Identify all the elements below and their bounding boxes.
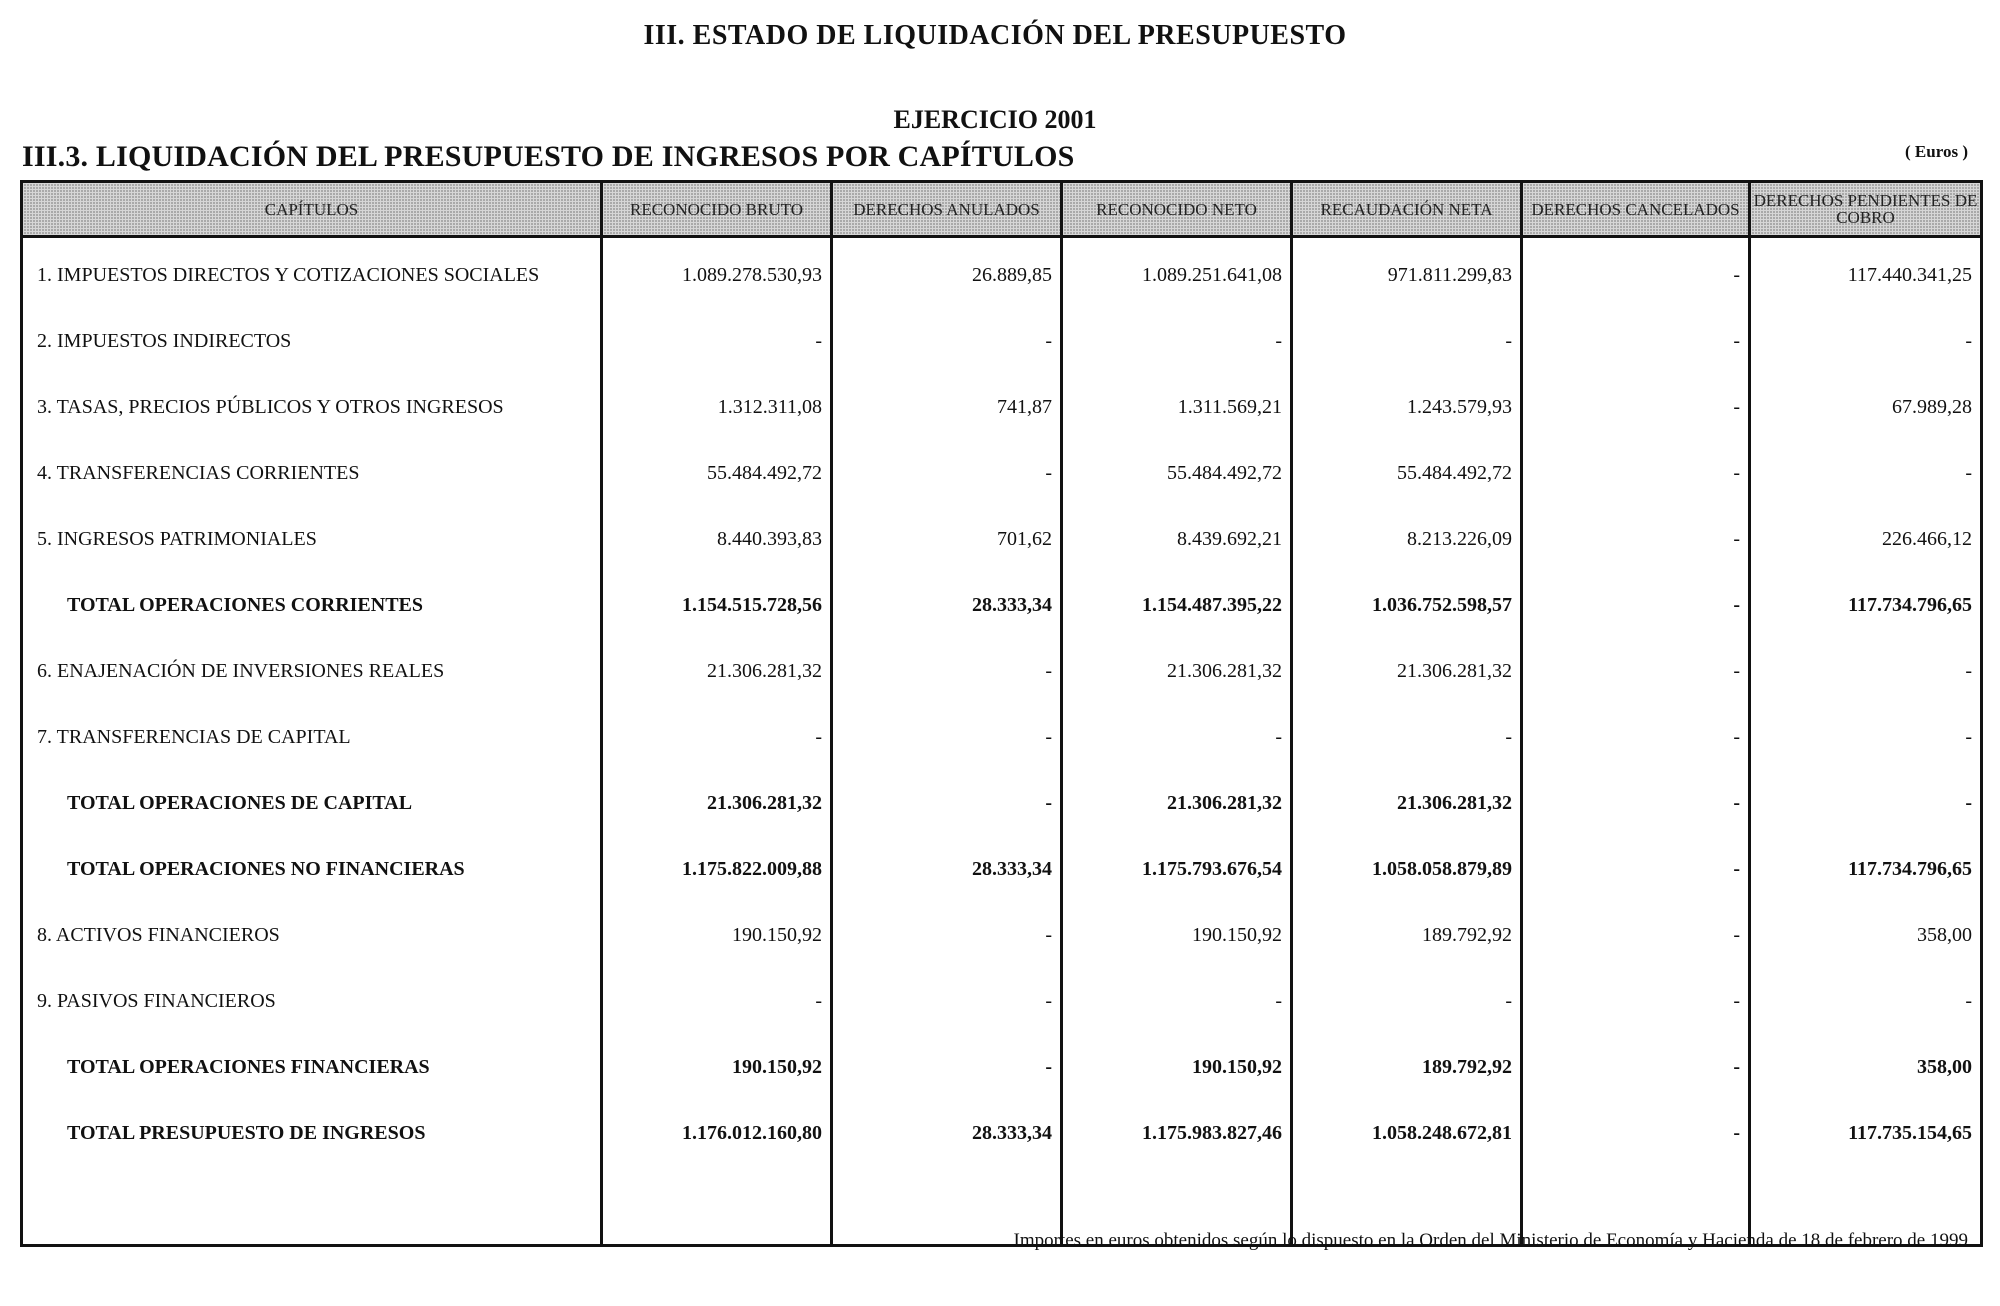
cell-derechos-cancelados: - bbox=[1522, 506, 1750, 572]
cell-reconocido-bruto: - bbox=[602, 704, 832, 770]
cell-reconocido-bruto: 55.484.492,72 bbox=[602, 440, 832, 506]
col-header-reconocido-bruto: RECONOCIDO BRUTO bbox=[602, 182, 832, 237]
grand-total-row bbox=[22, 1100, 1982, 1166]
footnote: Importes en euros obtenidos según lo dispuesto en la Orden del Ministerio de Economía y Hacienda de 18 de febrero de 1999 bbox=[1013, 1230, 1968, 1251]
cell-recaudacion-neta: 971.811.299,83 bbox=[1292, 237, 1522, 309]
cell-derechos-anulados: 741,87 bbox=[832, 374, 1062, 440]
row-label: 9. PASIVOS FINANCIEROS bbox=[22, 968, 602, 1034]
cell-derechos-anulados: 28.333,34 bbox=[832, 836, 1062, 902]
table-row bbox=[22, 902, 1982, 968]
cell-derechos-anulados: - bbox=[832, 1034, 1062, 1100]
cell-derechos-pendientes: - bbox=[1750, 770, 1982, 836]
total-row bbox=[22, 836, 1982, 902]
main-title: III. ESTADO DE LIQUIDACIÓN DEL PRESUPUESTO bbox=[643, 20, 1347, 51]
cell-reconocido-neto: 8.439.692,21 bbox=[1062, 506, 1292, 572]
cell-reconocido-bruto: 1.175.822.009,88 bbox=[602, 836, 832, 902]
cell-reconocido-neto: 1.175.793.676,54 bbox=[1062, 836, 1292, 902]
cell-derechos-anulados: 701,62 bbox=[832, 506, 1062, 572]
cell-reconocido-bruto: - bbox=[602, 968, 832, 1034]
cell-derechos-cancelados: - bbox=[1522, 237, 1750, 309]
cell-derechos-cancelados: - bbox=[1522, 1034, 1750, 1100]
table-row bbox=[22, 704, 1982, 770]
row-label: 3. TASAS, PRECIOS PÚBLICOS Y OTROS INGRESOS bbox=[22, 374, 602, 440]
cell-derechos-anulados: - bbox=[832, 968, 1062, 1034]
col-header-reconocido-neto: RECONOCIDO NETO bbox=[1062, 182, 1292, 237]
cell-derechos-cancelados: - bbox=[1522, 374, 1750, 440]
col-header-recaudacion-neta: RECAUDACIÓN NETA bbox=[1292, 182, 1522, 237]
units-label: ( Euros ) bbox=[1905, 142, 1968, 161]
cell-derechos-anulados: 26.889,85 bbox=[832, 237, 1062, 309]
cell-recaudacion-neta: 189.792,92 bbox=[1292, 902, 1522, 968]
cell-derechos-pendientes: 358,00 bbox=[1750, 1034, 1982, 1100]
col-header-derechos-anulados: DERECHOS ANULADOS bbox=[832, 182, 1062, 237]
cell-reconocido-bruto: - bbox=[602, 308, 832, 374]
cell-derechos-anulados: - bbox=[832, 902, 1062, 968]
cell-reconocido-bruto: 1.154.515.728,56 bbox=[602, 572, 832, 638]
cell-reconocido-neto: 1.089.251.641,08 bbox=[1062, 237, 1292, 309]
cell-reconocido-neto: - bbox=[1062, 308, 1292, 374]
section-title: III.3. LIQUIDACIÓN DEL PRESUPUESTO DE INGRESOS POR CAPÍTULOS bbox=[22, 140, 1075, 173]
cell-derechos-pendientes: - bbox=[1750, 308, 1982, 374]
cell-derechos-pendientes: 117.734.796,65 bbox=[1750, 572, 1982, 638]
cell-derechos-cancelados: - bbox=[1522, 836, 1750, 902]
row-label: TOTAL PRESUPUESTO DE INGRESOS bbox=[22, 1100, 602, 1166]
table-row bbox=[22, 237, 1982, 309]
cell-reconocido-bruto: 1.089.278.530,93 bbox=[602, 237, 832, 309]
cell-derechos-pendientes: 226.466,12 bbox=[1750, 506, 1982, 572]
cell-derechos-cancelados: - bbox=[1522, 440, 1750, 506]
table-row bbox=[22, 440, 1982, 506]
filler-cell bbox=[602, 1166, 832, 1246]
cell-derechos-cancelados: - bbox=[1522, 968, 1750, 1034]
row-label: 7. TRANSFERENCIAS DE CAPITAL bbox=[22, 704, 602, 770]
year-title: EJERCICIO 2001 bbox=[893, 105, 1097, 134]
cell-recaudacion-neta: 8.213.226,09 bbox=[1292, 506, 1522, 572]
cell-recaudacion-neta: 1.036.752.598,57 bbox=[1292, 572, 1522, 638]
cell-recaudacion-neta: 1.058.248.672,81 bbox=[1292, 1100, 1522, 1166]
cell-recaudacion-neta: - bbox=[1292, 308, 1522, 374]
cell-reconocido-bruto: 1.176.012.160,80 bbox=[602, 1100, 832, 1166]
cell-reconocido-bruto: 190.150,92 bbox=[602, 902, 832, 968]
cell-reconocido-neto: 190.150,92 bbox=[1062, 902, 1292, 968]
cell-derechos-cancelados: - bbox=[1522, 902, 1750, 968]
cell-recaudacion-neta: 1.058.058.879,89 bbox=[1292, 836, 1522, 902]
cell-reconocido-neto: 190.150,92 bbox=[1062, 1034, 1292, 1100]
cell-reconocido-bruto: 21.306.281,32 bbox=[602, 638, 832, 704]
cell-derechos-anulados: - bbox=[832, 440, 1062, 506]
cell-derechos-cancelados: - bbox=[1522, 308, 1750, 374]
cell-derechos-pendientes: - bbox=[1750, 638, 1982, 704]
row-label: TOTAL OPERACIONES CORRIENTES bbox=[22, 572, 602, 638]
cell-reconocido-neto: - bbox=[1062, 968, 1292, 1034]
cell-reconocido-neto: 1.311.569,21 bbox=[1062, 374, 1292, 440]
cell-recaudacion-neta: - bbox=[1292, 968, 1522, 1034]
cell-reconocido-bruto: 21.306.281,32 bbox=[602, 770, 832, 836]
cell-reconocido-neto: 1.175.983.827,46 bbox=[1062, 1100, 1292, 1166]
cell-derechos-anulados: - bbox=[832, 638, 1062, 704]
cell-derechos-pendientes: - bbox=[1750, 704, 1982, 770]
cell-recaudacion-neta: 21.306.281,32 bbox=[1292, 638, 1522, 704]
cell-reconocido-bruto: 8.440.393,83 bbox=[602, 506, 832, 572]
table-row bbox=[22, 374, 1982, 440]
row-label: 6. ENAJENACIÓN DE INVERSIONES REALES bbox=[22, 638, 602, 704]
cell-derechos-cancelados: - bbox=[1522, 770, 1750, 836]
cell-derechos-cancelados: - bbox=[1522, 1100, 1750, 1166]
table-row bbox=[22, 308, 1982, 374]
cell-derechos-anulados: - bbox=[832, 704, 1062, 770]
cell-derechos-anulados: 28.333,34 bbox=[832, 1100, 1062, 1166]
cell-derechos-cancelados: - bbox=[1522, 572, 1750, 638]
cell-derechos-anulados: - bbox=[832, 770, 1062, 836]
col-header-capitulos: CAPÍTULOS bbox=[22, 182, 602, 237]
cell-derechos-pendientes: 358,00 bbox=[1750, 902, 1982, 968]
cell-reconocido-bruto: 1.312.311,08 bbox=[602, 374, 832, 440]
table-row bbox=[22, 638, 1982, 704]
col-header-derechos-cancelados: DERECHOS CANCELADOS bbox=[1522, 182, 1750, 237]
row-label: 4. TRANSFERENCIAS CORRIENTES bbox=[22, 440, 602, 506]
total-row bbox=[22, 572, 1982, 638]
cell-derechos-pendientes: - bbox=[1750, 968, 1982, 1034]
cell-recaudacion-neta: 1.243.579,93 bbox=[1292, 374, 1522, 440]
cell-reconocido-neto: 21.306.281,32 bbox=[1062, 638, 1292, 704]
row-label: 8. ACTIVOS FINANCIEROS bbox=[22, 902, 602, 968]
row-label: TOTAL OPERACIONES DE CAPITAL bbox=[22, 770, 602, 836]
total-row bbox=[22, 1034, 1982, 1100]
cell-reconocido-neto: 21.306.281,32 bbox=[1062, 770, 1292, 836]
row-label: TOTAL OPERACIONES FINANCIERAS bbox=[22, 1034, 602, 1100]
row-label: TOTAL OPERACIONES NO FINANCIERAS bbox=[22, 836, 602, 902]
table-row bbox=[22, 968, 1982, 1034]
table-header-row bbox=[22, 182, 1982, 237]
cell-derechos-cancelados: - bbox=[1522, 638, 1750, 704]
cell-reconocido-neto: - bbox=[1062, 704, 1292, 770]
col-header-derechos-pendientes: DERECHOS PENDIENTES DE COBRO bbox=[1750, 182, 1982, 237]
row-label: 1. IMPUESTOS DIRECTOS Y COTIZACIONES SOCIALES bbox=[22, 237, 602, 309]
cell-recaudacion-neta: - bbox=[1292, 704, 1522, 770]
cell-recaudacion-neta: 55.484.492,72 bbox=[1292, 440, 1522, 506]
filler-cell bbox=[22, 1166, 602, 1246]
cell-derechos-cancelados: - bbox=[1522, 704, 1750, 770]
cell-derechos-pendientes: 117.440.341,25 bbox=[1750, 237, 1982, 309]
cell-recaudacion-neta: 21.306.281,32 bbox=[1292, 770, 1522, 836]
cell-derechos-pendientes: 117.734.796,65 bbox=[1750, 836, 1982, 902]
cell-derechos-anulados: - bbox=[832, 308, 1062, 374]
row-label: 2. IMPUESTOS INDIRECTOS bbox=[22, 308, 602, 374]
cell-derechos-pendientes: - bbox=[1750, 440, 1982, 506]
cell-reconocido-neto: 1.154.487.395,22 bbox=[1062, 572, 1292, 638]
cell-derechos-pendientes: 67.989,28 bbox=[1750, 374, 1982, 440]
budget-table bbox=[20, 180, 1983, 1247]
cell-derechos-pendientes: 117.735.154,65 bbox=[1750, 1100, 1982, 1166]
cell-reconocido-bruto: 190.150,92 bbox=[602, 1034, 832, 1100]
cell-derechos-anulados: 28.333,34 bbox=[832, 572, 1062, 638]
table-row bbox=[22, 506, 1982, 572]
total-row bbox=[22, 770, 1982, 836]
cell-reconocido-neto: 55.484.492,72 bbox=[1062, 440, 1292, 506]
row-label: 5. INGRESOS PATRIMONIALES bbox=[22, 506, 602, 572]
cell-recaudacion-neta: 189.792,92 bbox=[1292, 1034, 1522, 1100]
